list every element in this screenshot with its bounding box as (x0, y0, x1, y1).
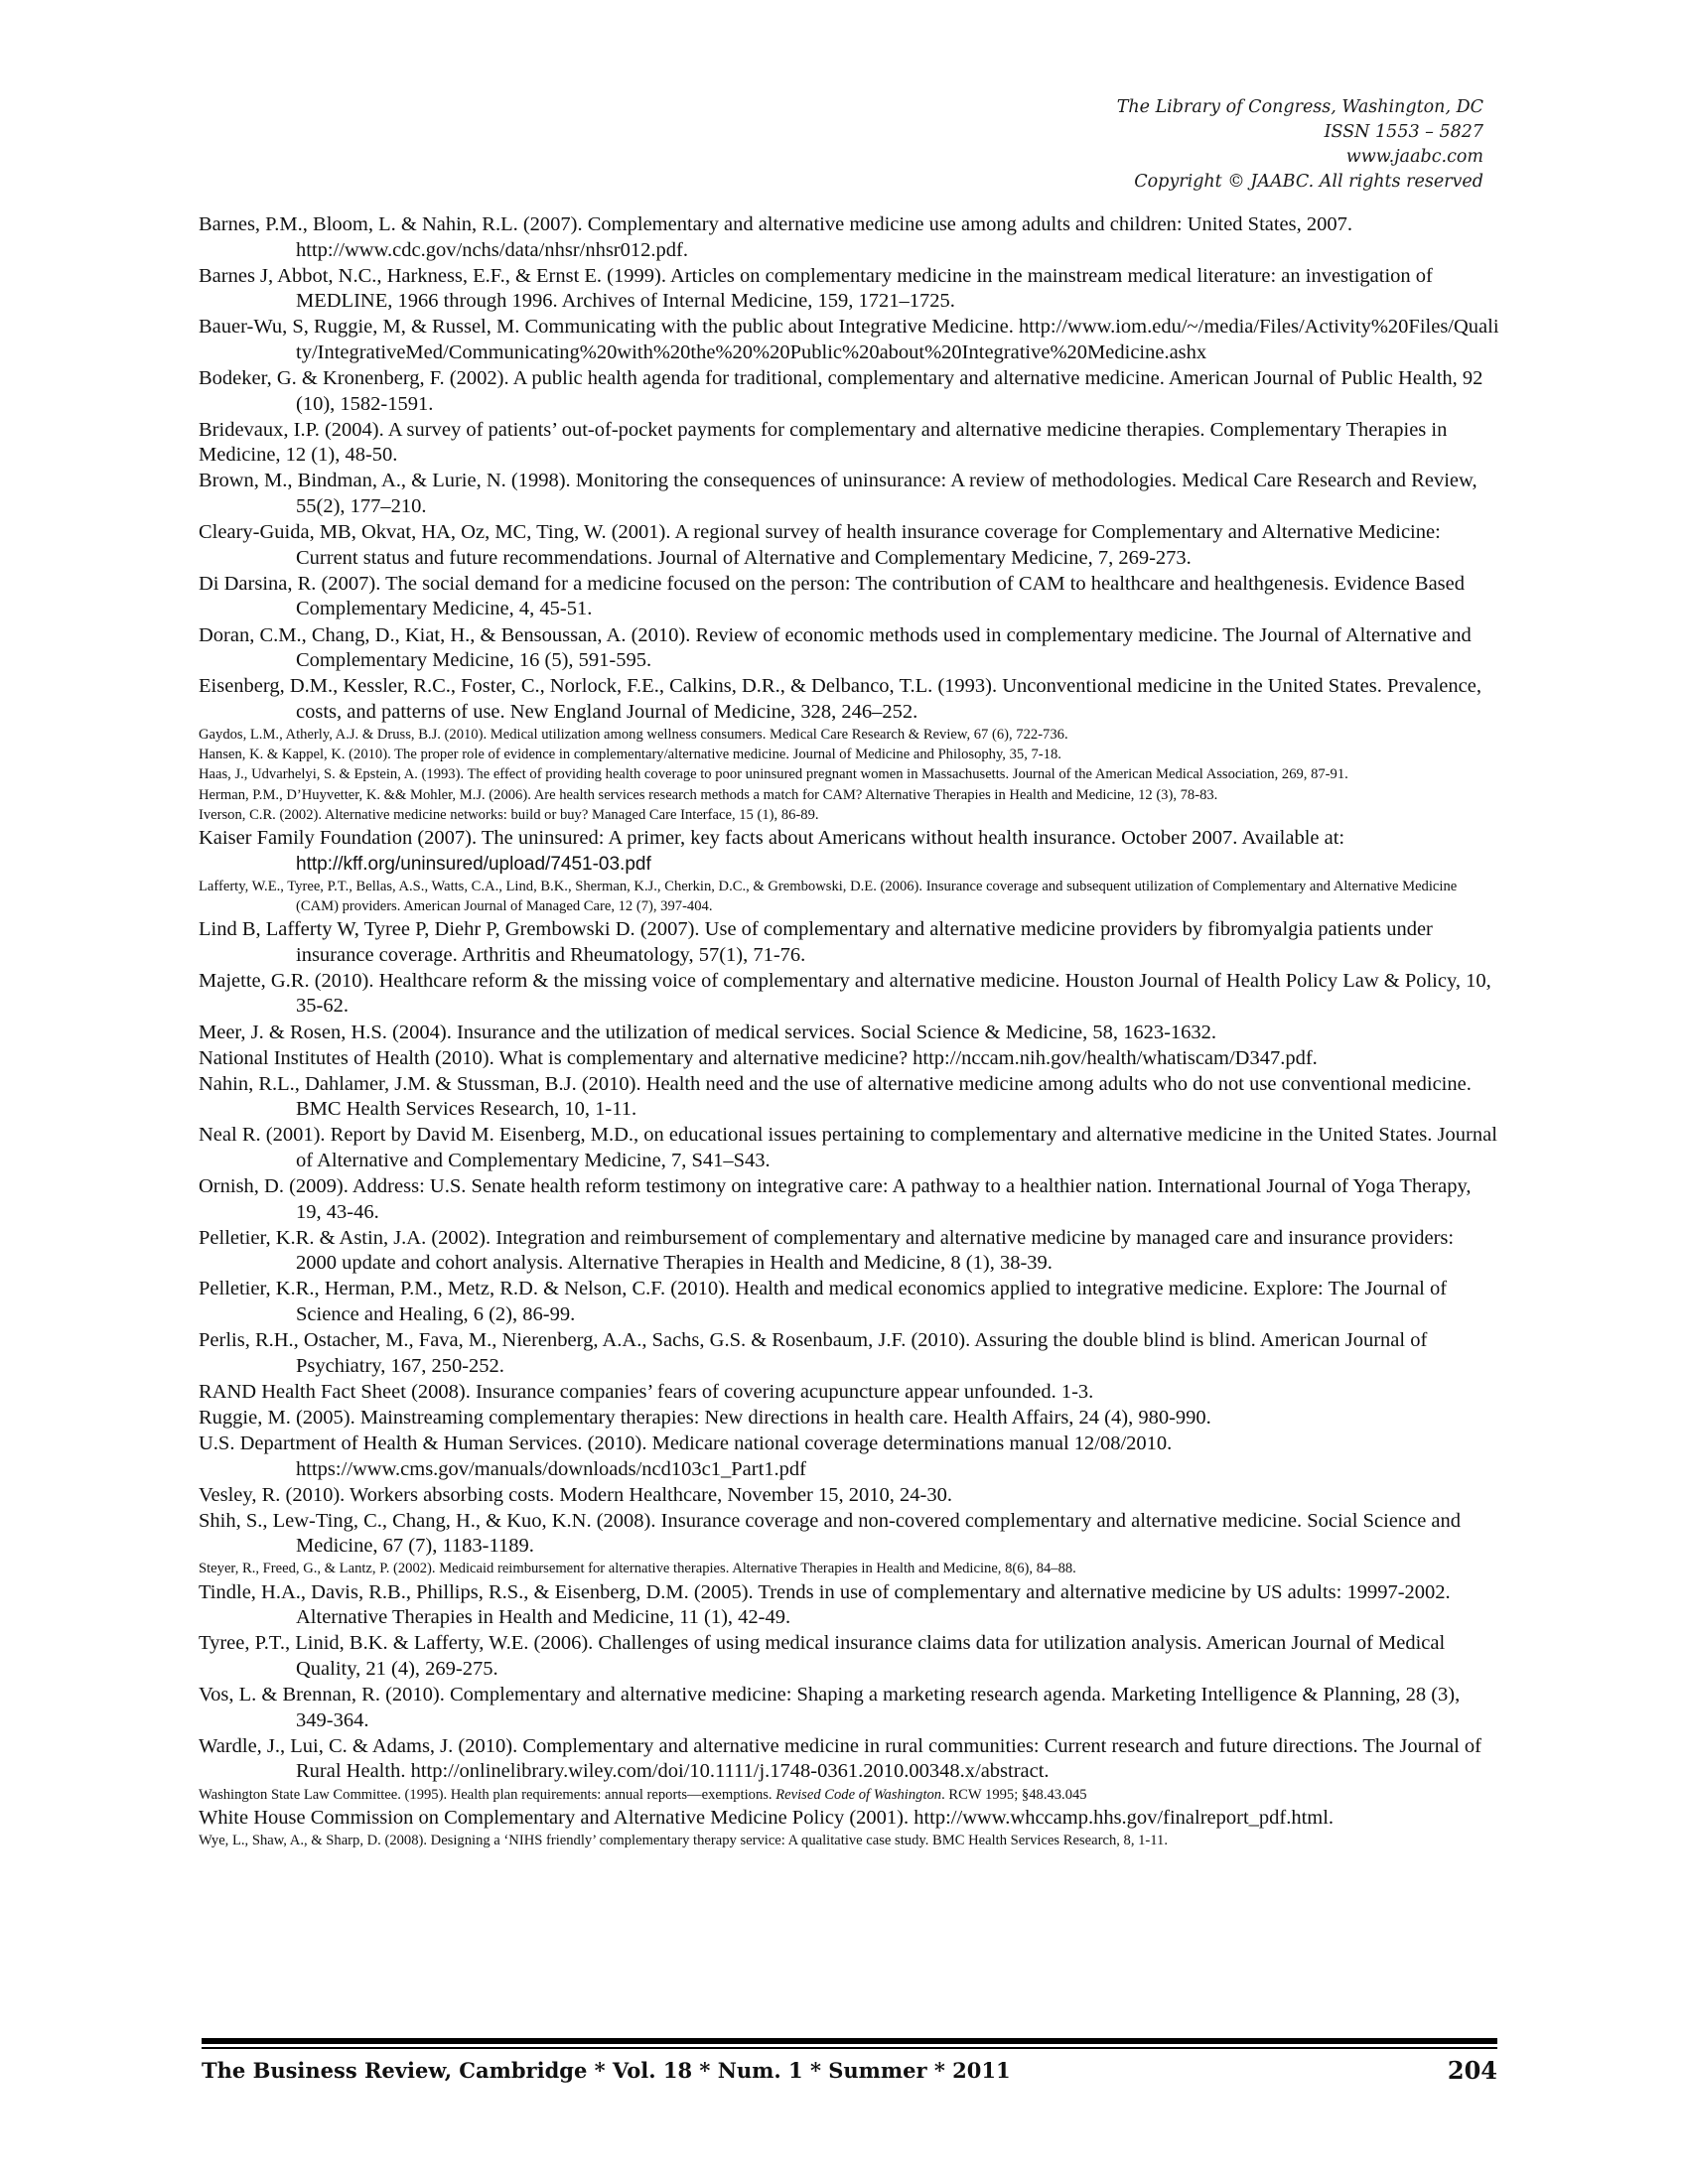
reference-entry: Majette, G.R. (2010). Healthcare reform & the missing voice of complementary and alternative medicine. Houston Journal of Health Policy Law & Policy, 10, 35-62. (199, 969, 1491, 1018)
reference-entry: Pelletier, K.R., Herman, P.M., Metz, R.D. & Nelson, C.F. (2010). Health and medical economics applied to integrative medicine. Explore: The Journal of Science and Healing, 6 (2), 86-99. (199, 1278, 1448, 1326)
reference-entry: Bauer-Wu, S, Ruggie, M, & Russel, M. Communicating with the public about Integrative Medicine. http://www.iom.edu/~/media/Files/Activity%20Files/Quality/IntegrativeMed/Communicating%20with%20the%20%20Public%20about%20Integrative%20Medicine.ashx (199, 316, 1499, 363)
reference-entry: Lind B, Lafferty W, Tyree P, Diehr P, Grembowski D. (2007). Use of complementary and alternative medicine providers by fibromyalgia patients under insurance coverage. Arthritis and Rheumatology, 57(1), 71-76. (199, 918, 1433, 966)
footer-rule-thin (202, 2047, 1497, 2049)
reference-entry (199, 826, 1499, 877)
reference-entry: Bridevaux, I.P. (2004). A survey of patients’ out-of-pocket payments for complementary and alternative medicine therapies. Complementary Therapies in Medicine, 12 (1), 48-50. (199, 418, 1448, 467)
reference-entry: Eisenberg, D.M., Kessler, R.C., Foster, C., Norlock, F.E., Calkins, D.R., & Delbanco, T.L. (1993). Unconventional medicine in the United States. Prevalence, costs, and patterns of use. New England Journal of Medicine, 328, 246–252. (199, 675, 1481, 723)
page-number: 204 (1447, 2056, 1497, 2085)
reference-entry: Meer, J. & Rosen, H.S. (2004). Insurance and the utilization of medical services. Social Science & Medicine, 58, 1623-1632. (199, 1021, 1217, 1043)
reference-entry: Pelletier, K.R. & Astin, J.A. (2002). Integration and reimbursement of complementary and alternative medicine by managed care and insurance providers: 2000 update and cohort analysis. Alternative Therapies in Health and Medicine, 8 (1), 38-39. (199, 1226, 1455, 1275)
reference-entry: Hansen, K. & Kappel, K. (2010). The proper role of evidence in complementary/alternative medicine. Journal of Medicine and Philosophy, 35, 7-18. (199, 747, 1061, 763)
reference-italic-title: Revised Code of Washington (775, 1786, 942, 1803)
reference-entry: Haas, J., Udvarhelyi, S. & Epstein, A. (1993). The effect of providing health coverage to poor uninsured pregnant women in Massachusetts. Journal of the American Medical Association, 269, 87-91. (199, 766, 1348, 783)
reference-entry: Ruggie, M. (2005). Mainstreaming complementary therapies: New directions in health care. Health Affairs, 24 (4), 980-990. (199, 1406, 1211, 1429)
reference-text: Kaiser Family Foundation (2007). The uninsured: A primer, key facts about Americans without health insurance. October 2007. Available at: (199, 827, 1345, 850)
reference-url: http://kff.org/uninsured/upload/7451-03.pdf (296, 853, 651, 875)
header-issn-line: ISSN 1553 – 5827 (1324, 122, 1483, 142)
reference-entry: Lafferty, W.E., Tyree, P.T., Bellas, A.S., Watts, C.A., Lind, B.K., Sherman, K.J., Cherkin, D.C., & Grembowski, D.E. (2006). Insurance coverage and subsequent utilization of Complementary and Alternative Medicine (CAM) providers. American Journal of Managed Care, 12 (7), 397-404. (199, 879, 1458, 914)
footer-rule-thick (202, 2038, 1497, 2044)
reference-list (199, 212, 1499, 1851)
reference-entry: Bodeker, G. & Kronenberg, F. (2002). A public health agenda for traditional, complementary and alternative medicine. American Journal of Public Health, 92 (10), 1582-1591. (199, 367, 1483, 415)
reference-entry: Vos, L. & Brennan, R. (2010). Complementary and alternative medicine: Shaping a marketing research agenda. Marketing Intelligence & Planning, 28 (3), 349-364. (199, 1684, 1461, 1731)
reference-entry: Barnes, P.M., Bloom, L. & Nahin, R.L. (2007). Complementary and alternative medicine use among adults and children: United States, 2007. http://www.cdc.gov/nchs/data/nhsr/nhsr012.pdf. (199, 213, 1353, 261)
reference-entry: White House Commission on Complementary and Alternative Medicine Policy (2001). http://www.whccamp.hhs.gov/finalreport_pdf.html. (199, 1806, 1335, 1829)
reference-entry: National Institutes of Health (2010). What is complementary and alternative medicine? http://nccam.nih.gov/health/whatiscam/D347.pdf. (199, 1046, 1318, 1069)
reference-entry: U.S. Department of Health & Human Services. (2010). Medicare national coverage determinations manual 12/08/2010. https://www.cms.gov/manuals/downloads/ncd103c1_Part1.pdf (199, 1433, 1173, 1480)
reference-entry: Tindle, H.A., Davis, R.B., Phillips, R.S., & Eisenberg, D.M. (2005). Trends in use of complementary and alternative medicine by US adults: 19997-2002. Alternative Therapies in Health and Medicine, 11 (1), 42-49. (199, 1580, 1451, 1629)
reference-entry: Di Darsina, R. (2007). The social demand for a medicine focused on the person: The contribution of CAM to healthcare and healthgenesis. Evidence Based Complementary Medicine, 4, 45-51. (199, 572, 1465, 620)
reference-text: Washington State Law Committee. (1995). Health plan requirements: annual reports—exemptions. (199, 1786, 773, 1803)
header-library-line: The Library of Congress, Washington, DC (1116, 97, 1483, 117)
reference-entry (199, 1786, 1499, 1806)
reference-entry: Cleary-Guida, MB, Okvat, HA, Oz, MC, Ting, W. (2001). A regional survey of health insurance coverage for Complementary and Alternative Medicine: Current status and future recommendations. Journal of Alternative and Complementary Medicine, 7, 269-273. (199, 521, 1441, 569)
header-website-line: www.jaabc.com (1345, 147, 1483, 167)
reference-entry: Tyree, P.T., Linid, B.K. & Lafferty, W.E. (2006). Challenges of using medical insurance claims data for utilization analysis. American Journal of Medical Quality, 21 (4), 269-275. (199, 1632, 1446, 1681)
reference-entry: Gaydos, L.M., Atherly, A.J. & Druss, B.J. (2010). Medical utilization among wellness consumers. Medical Care Research & Review, 67 (6), 722-736. (199, 726, 1068, 743)
page-header (788, 95, 1483, 195)
reference-entry: Shih, S., Lew-Ting, C., Chang, H., & Kuo, K.N. (2008). Insurance coverage and non-covered complementary and alternative medicine. Social Science and Medicine, 67 (7), 1183-1189. (199, 1509, 1462, 1558)
footer-journal-title: The Business Review, Cambridge * Vol. 18 * Num. 1 * Summer * 2011 (202, 2058, 1011, 2083)
reference-entry: Vesley, R. (2010). Workers absorbing costs. Modern Healthcare, November 15, 2010, 24-30. (199, 1483, 952, 1506)
reference-entry: Steyer, R., Freed, G., & Lantz, P. (2002). Medicaid reimbursement for alternative therapies. Alternative Therapies in Health and Medicine, 8(6), 84–88. (199, 1561, 1076, 1577)
reference-entry: Nahin, R.L., Dahlamer, J.M. & Stussman, B.J. (2010). Health need and the use of alternative medicine among adults who do not use conventional medicine. BMC Health Services Research, 10, 1-11. (199, 1072, 1472, 1121)
reference-entry: Doran, C.M., Chang, D., Kiat, H., & Bensoussan, A. (2010). Review of economic methods used in complementary medicine. The Journal of Alternative and Complementary Medicine, 16 (5), 591-595. (199, 623, 1472, 672)
reference-entry: Ornish, D. (2009). Address: U.S. Senate health reform testimony on integrative care: A pathway to a healthier nation. International Journal of Yoga Therapy, 19, 43-46. (199, 1175, 1472, 1223)
reference-entry: Barnes J, Abbot, N.C., Harkness, E.F., & Ernst E. (1999). Articles on complementary medicine in the mainstream medical literature: an investigation of MEDLINE, 1966 through 1996. Archives of Internal Medicine, 159, 1721–1725. (199, 264, 1433, 313)
reference-entry: Herman, P.M., D’Huyvetter, K. && Mohler, M.J. (2006). Are health services research methods a match for CAM? Alternative Therapies in Health and Medicine, 12 (3), 78-83. (199, 786, 1218, 803)
reference-entry: Wye, L., Shaw, A., & Sharp, D. (2008). Designing a ‘NIHS friendly’ complementary therapy service: A qualitative case study. BMC Health Services Research, 8, 1-11. (199, 1832, 1168, 1848)
reference-entry: Perlis, R.H., Ostacher, M., Fava, M., Nierenberg, A.A., Sachs, G.S. & Rosenbaum, J.F. (2010). Assuring the double blind is blind. American Journal of Psychiatry, 167, 250-252. (199, 1329, 1428, 1377)
reference-entry: Neal R. (2001). Report by David M. Eisenberg, M.D., on educational issues pertaining to complementary and alternative medicine in the United States. Journal of Alternative and Complementary Medicine, 7, S41–S43. (199, 1124, 1497, 1171)
reference-entry: Wardle, J., Lui, C. & Adams, J. (2010). Complementary and alternative medicine in rural communities: Current research and future directions. The Journal of Rural Health. http://onlinelibrary.wiley.com/doi/10.1111/j.1748-0361.2010.00348.x/abstract. (199, 1734, 1481, 1783)
reference-entry: RAND Health Fact Sheet (2008). Insurance companies’ fears of covering acupuncture appear unfounded. 1-3. (199, 1380, 1094, 1403)
reference-entry: Brown, M., Bindman, A., & Lurie, N. (1998). Monitoring the consequences of uninsurance: A review of methodologies. Medical Care Research and Review, 55(2), 177–210. (199, 470, 1477, 518)
reference-text-after: . RCW 1995; §48.43.045 (941, 1786, 1087, 1803)
header-copyright-line: Copyright © JAABC. All rights reserved (1134, 172, 1483, 192)
reference-entry: Iverson, C.R. (2002). Alternative medicine networks: build or buy? Managed Care Interface, 15 (1), 86-89. (199, 807, 819, 824)
